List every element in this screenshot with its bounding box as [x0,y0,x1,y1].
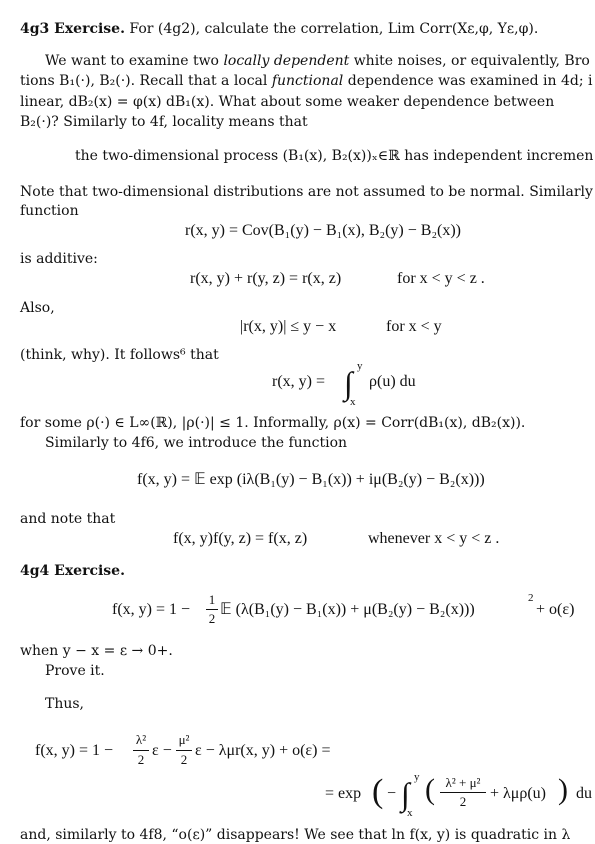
paragraph-line: Similarly to 4f6, we introduce the function [45,435,348,451]
equation-condition: for x < y [386,318,442,335]
paragraph-line: and, similarly to 4f8, “o(ε)” disappears! We see that ln f(x, y) is quadratic in λ [20,827,571,843]
minus-sign: − [387,785,397,802]
integral-sign: ∫ [401,776,410,812]
equation-exp-term: + λμρ(u) [490,785,546,802]
text: tions B₁(·), B₂(·). Recall that a local [20,73,268,89]
exponent: 2 [528,592,534,604]
fraction-numerator: λ² [135,732,147,747]
fraction-denominator: 2 [180,752,188,767]
exercise-heading: 4g4 Exercise. [20,563,125,579]
exercise-heading: 4g3 Exercise. [20,21,125,37]
paragraph-line: for some ρ(·) ∈ L∞(ℝ), |ρ(·)| ≤ 1. Informally, ρ(x) = Corr(dB₁(x), dB₂(x)). [20,415,526,431]
equation-multiplicative: f(x, y)f(y, z) = f(x, z) [173,530,308,547]
equation-expansion-lhs: f(x, y) = 1 − [112,601,191,618]
paragraph-line: Also, [20,300,55,316]
paragraph-line: function [20,203,79,219]
equation-additive: r(x, y) + r(y, z) = r(x, z) [190,270,342,287]
exercise-question: For (4g2), calculate the correlation, Lim Corr(Xε,φ, Yε,φ). [129,21,539,37]
fraction-numerator: λ² + μ² [445,775,481,790]
paragraph-line: Note that two-dimensional distributions are not assumed to be normal. Similarly [20,184,593,200]
exercise-4g3 [20,20,538,38]
equation-thus-rhs: ε − λμr(x, y) + o(ε) = [195,742,331,759]
big-paren-left: ( [372,773,384,810]
equation-condition: whenever x < y < z . [368,530,500,547]
paragraph-line: linear, dB₂(x) = φ(x) dB₁(x). What about some weaker dependence between [20,94,555,110]
text: We want to examine two [45,53,219,69]
integral-lower: x [407,807,413,819]
equation-bound: |r(x, y)| ≤ y − x [240,318,337,335]
exercise-4g4 [20,562,125,580]
equation-r: r(x, y) = Cov(B₁(y) − B₁(x), B₂(y) − B₂(x)) [185,222,462,239]
emphasis: locally dependent [223,53,350,69]
equation-condition: for x < y < z . [397,270,485,287]
paragraph-line: B₂(·)? Similarly to 4f, locality means that [20,114,308,130]
equation-expansion-rhs: 𝔼 (λ(B₁(y) − B₁(x)) + μ(B₂(y) − B₂(x))) [220,601,475,618]
equation-expansion-tail: + o(ε) [536,601,575,618]
fraction-numerator: μ² [178,732,190,747]
integral-upper: y [357,360,363,372]
equation-thus-lhs: f(x, y) = 1 − [35,742,114,759]
fraction-denominator: 2 [208,611,216,626]
text: white noises, or equivalently, Bro [353,53,590,69]
emphasis: functional [271,73,344,89]
paren-right: ) [558,773,568,806]
equation-integral-lhs: r(x, y) = [272,373,326,390]
equation-f: f(x, y) = 𝔼 exp (iλ(B₁(y) − B₁(x)) + iμ(B₂(y) − B₂(x))) [137,471,485,488]
indented-statement: the two-dimensional process (B₁(x), B₂(x))ₓ∈ℝ has independent incremen [75,148,594,164]
paragraph-line: and note that [20,511,116,527]
paragraph-line: is additive: [20,251,98,267]
paragraph-line: Thus, [45,696,85,712]
integral-sign: ∫ [344,365,353,401]
equation-integral-body: ρ(u) du [369,373,416,390]
paragraph-line [45,52,590,70]
paragraph-line: when y − x = ε → 0+. [20,643,173,659]
fraction-denominator: 2 [137,752,145,767]
paragraph-line [20,72,593,90]
paren-left: ( [425,773,435,806]
text: dependence was examined in 4d; i [347,73,593,89]
paragraph-line: (think, why). It follows⁶ that [20,347,219,363]
equation-thus-mid: ε − [152,742,172,759]
equation-exp-prefix: = exp [325,785,362,802]
fraction-numerator: 1 [208,592,216,607]
equation-exp-du: du [576,785,592,802]
paragraph-line: Prove it. [45,663,105,679]
fraction-denominator: 2 [459,794,467,809]
integral-lower: x [350,396,356,408]
integral-upper: y [414,771,420,783]
